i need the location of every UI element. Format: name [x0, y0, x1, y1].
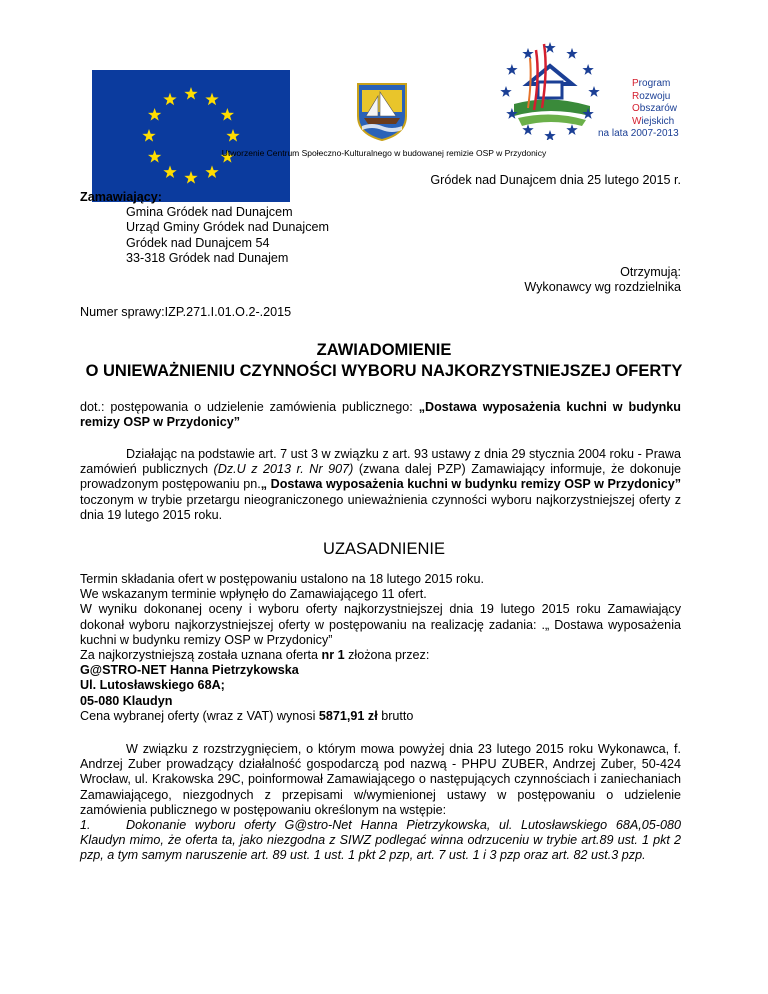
intro-citation: (Dz.U z 2013 r. Nr 907): [213, 462, 354, 477]
orderer-line: 33-318 Gródek nad Dunajem: [126, 250, 289, 265]
eu-star-icon: [226, 129, 239, 142]
prow-star-icon: [522, 124, 533, 135]
intro-text: (zwana dalej PZP) Zamawiający informuje, że dokonuje prowadzonym postępowaniu pn.: [80, 462, 681, 492]
company-city: 05-080 Klaudyn: [80, 693, 173, 708]
chosen-offer-line: Za najkorzystniejszą została uznana oferta nr 1 złożona przez:: [80, 648, 430, 663]
intro-paragraph: [80, 447, 681, 523]
recipients-value: Wykonawcy wg rozdzielnika: [524, 280, 681, 295]
prow-star-icon: [566, 124, 577, 135]
company-name: G@STRO-NET Hanna Pietrzykowska: [80, 663, 299, 678]
title-line-1: ZAWIADOMIENIE: [316, 341, 452, 359]
prow-star-icon: [544, 130, 555, 140]
regarding-paragraph: [80, 400, 681, 430]
orderer-line: Urząd Gminy Gródek nad Dunajcem: [126, 220, 329, 235]
prow-line-4: Wiejskich: [632, 115, 675, 127]
prow-star-icon: [506, 64, 517, 75]
case-number: Numer sprawy:IZP.271.I.01.O.2-.2015: [80, 305, 292, 319]
prow-star-icon: [588, 86, 599, 97]
prow-line-3: Obszarów: [632, 103, 678, 114]
recipients-label: Otrzymują:: [620, 265, 681, 279]
regarding-subject: „Dostawa wyposażenia kuchni w budynku remizy OSP w Przydonicy”: [80, 400, 681, 430]
justification-line: Termin składania ofert w postępowaniu ustalono na 18 lutego 2015 roku.: [80, 572, 484, 586]
prow-logo: [490, 40, 690, 140]
intro-subject: „ Dostawa wyposażenia kuchni w budynku remizy OSP w Przydonicy”: [260, 477, 682, 492]
prow-star-icon: [522, 48, 533, 59]
orderer-line: Gmina Gródek nad Dunajcem: [126, 205, 293, 220]
prow-years: na lata 2007-2013: [598, 128, 679, 139]
regarding-prefix: dot.: postępowania o udzielenie zamówienia publicznego:: [80, 400, 419, 414]
eu-star-icon: [142, 129, 155, 142]
eu-star-icon: [184, 87, 197, 100]
justification-heading: UZASADNIENIE: [323, 540, 445, 558]
orderer-label: Zamawiający:: [80, 190, 162, 204]
eu-star-icon: [221, 108, 234, 121]
title-line-2: O UNIEWAŻNIENIU CZYNNOŚCI WYBORU NAJKORZYSTNIEJSZEJ OFERTY: [85, 362, 683, 380]
prow-line-1: Program: [632, 78, 671, 89]
intro-text: Działając na podstawie art. 7 ust 3 w związku z art. 93 ustawy z dnia 29 stycznia 2004 roku - Prawa zamówień publicznych: [80, 447, 681, 477]
complaint-paragraph: W związku z rozstrzygnięciem, o którym mowa powyżej dnia 23 lutego 2015 roku Wykonawca, f. Andrzej Zuber prowadzący działalność gospodarczą pod nazwą - PHPU ZUBER, Andrzej Zuber, 50-424 Wrocław, ul. Krakowska 29C, poinformował Zamawiającego o następujących czynnościach i zaniechaniach Zamawiającego, niezgodnych z przepisami w/wymienionej ustawy w postępowaniu o udzielenie zamówienia publicznego w postępowaniu określonym na wstępie:: [80, 742, 681, 817]
company-street: Ul. Lutosławskiego 68A;: [80, 678, 225, 693]
document-title: [0, 340, 768, 382]
prow-star-icon: [582, 64, 593, 75]
eu-star-icon: [163, 93, 176, 106]
prow-star-icon: [500, 86, 511, 97]
gmina-crest-logo: [356, 82, 408, 142]
justification-line: We wskazanym terminie wpłynęło do Zamawiającego 11 ofert.: [80, 587, 427, 602]
intro-text: toczonym w trybie przetargu nieograniczonego unieważnienia czynności wyboru najkorzystniejszej oferty z dnia 19 lutego 2015 roku.: [80, 492, 681, 522]
orderer-line: Gródek nad Dunajcem 54: [126, 235, 270, 250]
project-caption: Utworzenie Centrum Społeczno-Kulturalnego w budowanej remizie OSP w Przydonicy: [221, 148, 547, 158]
justification-paragraph: W wyniku dokonanej oceny i wyboru oferty najkorzystniejszej dnia 19 lutego 2015 roku Zamawiający dokonał wyboru najkorzystniejszej oferty w postępowaniu na realizację zadania: .„ Dostawa wyposażenia kuchni w budynku remizy OSP w Przydonicy”: [80, 602, 681, 647]
price-line: Cena wybranej oferty (wraz z VAT) wynosi 5871,91 zł brutto: [80, 708, 414, 723]
complaint-item: 1. Dokonanie wyboru oferty G@stro-Net Hanna Pietrzykowska, ul. Lutosławskiego 68A,05-080 Klaudyn mimo, że oferta ta, jako niezgodna z SIWZ podlegać winna odrzuceniu w trybie art.89 ust. 1 pkt 2 pzp, a tym samym naruszenie art. 89 ust. 1 ust. 1 pkt 2 pzp, art. 7 ust. 1 i 3 pzp oraz art. 82 ust.3 pzp.: [80, 818, 681, 863]
prow-line-2: Rozwoju: [632, 90, 671, 102]
eu-star-icon: [205, 93, 218, 106]
recipients-block: [80, 265, 681, 295]
orderer-block: [80, 190, 329, 266]
eu-star-icon: [148, 108, 161, 121]
prow-star-icon: [566, 48, 577, 59]
place-date: Gródek nad Dunajcem dnia 25 lutego 2015 r.: [430, 173, 681, 187]
complaint-block: [80, 742, 681, 864]
justification-block: [80, 572, 681, 724]
